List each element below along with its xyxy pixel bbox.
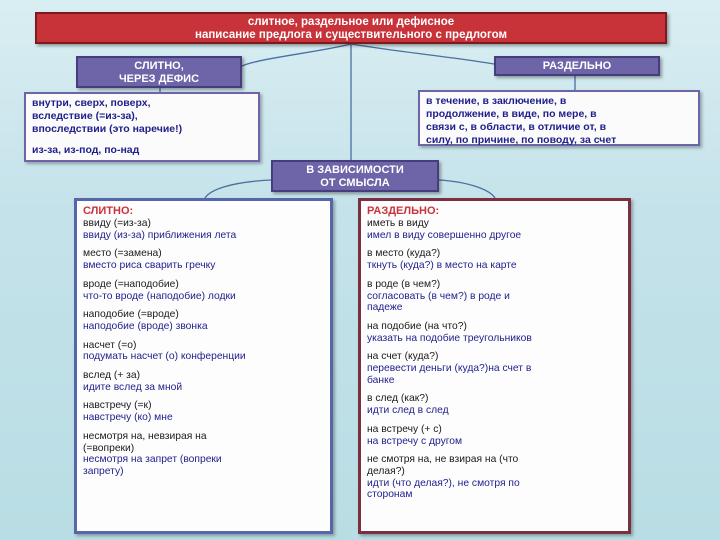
separate-example: в течение, в заключение, в: [426, 95, 567, 107]
example-text: согласовать (в чем?) в роде и: [367, 290, 510, 302]
example-text: вместо риса сварить гречку: [83, 260, 216, 272]
category-meaning-line-2: ОТ СМЫСЛА: [320, 177, 390, 189]
example-text: имел в виду совершенно другое: [367, 229, 522, 241]
rule-group: [83, 340, 324, 363]
rule-text: наподобие (=вроде): [83, 309, 179, 321]
title-banner: [35, 12, 667, 44]
right-column-heading: РАЗДЕЛЬНО:: [367, 205, 440, 217]
rule-text: (=вопреки): [83, 442, 135, 454]
example-text: указать на подобие треугольников: [367, 332, 532, 344]
rule-text: в след (как?): [367, 393, 429, 405]
rule-group: [83, 309, 324, 332]
rule-group: [83, 370, 324, 393]
connector-title-to-hyphen: [242, 44, 351, 66]
rule-text: несмотря на, невзирая на: [83, 430, 207, 442]
example-text: идите вслед за мной: [83, 381, 183, 393]
left-column-heading: СЛИТНО:: [83, 205, 134, 217]
connector-title-to-separate: [351, 44, 494, 64]
example-text: подумать насчет (о) конференции: [83, 351, 246, 363]
rule-text: в место (куда?): [367, 248, 441, 260]
rule-text: насчет (=о): [83, 339, 137, 351]
left-column: [74, 198, 333, 534]
rule-group: [83, 431, 324, 478]
rule-text: на счет (куда?): [367, 351, 439, 363]
hyphen-example: вследствие (=из-за),: [32, 110, 138, 122]
rule-group: [83, 400, 324, 423]
spacer: [32, 136, 252, 144]
rule-group: [367, 454, 622, 501]
rule-text: вроде (=наподобие): [83, 278, 179, 290]
rule-group: [367, 351, 622, 386]
rule-group: [367, 321, 622, 344]
example-text: банке: [367, 374, 395, 386]
rule-text: в роде (в чем?): [367, 278, 441, 290]
rule-group: [83, 248, 324, 271]
connector-meaning-to-right: [439, 180, 495, 198]
category-separate-label: РАЗДЕЛЬНО: [542, 60, 612, 72]
rule-text: место (=замена): [83, 248, 162, 260]
separate-example: связи с, в области, в отличие от, в: [426, 121, 607, 133]
hyphen-example: внутри, сверх, поверх,: [32, 97, 151, 109]
rule-group: [367, 218, 622, 241]
hyphen-example: из-за, из-под, по-над: [32, 144, 140, 156]
example-text: что-то вроде (наподобие) лодки: [83, 290, 236, 302]
example-text: на встречу с другом: [367, 435, 463, 447]
rule-text: делая?): [367, 465, 405, 477]
rule-text: навстречу (=к): [83, 400, 152, 412]
rule-group: [367, 393, 622, 416]
rule-group: [83, 279, 324, 302]
example-text: навстречу (ко) мне: [83, 412, 173, 424]
separate-examples-box: [418, 90, 700, 146]
title-line-2: написание предлога и существительного с предлогом: [195, 29, 507, 41]
rule-text: ввиду (=из-за): [83, 218, 151, 229]
rule-group: [367, 248, 622, 271]
example-text: ввиду (из-за) приближения лета: [83, 229, 237, 241]
rule-text: не смотря на, не взирая на (что: [367, 454, 519, 466]
category-meaning: [271, 160, 439, 192]
rule-text: на встречу (+ с): [367, 423, 442, 435]
separate-example: продолжение, в виде, по мере, в: [426, 108, 597, 120]
category-hyphen-line-2: ЧЕРЕЗ ДЕФИС: [118, 73, 200, 85]
separate-example: силу, по причине, по поводу, за счет: [426, 134, 617, 146]
category-meaning-line-1: В ЗАВИСИМОСТИ: [306, 164, 404, 176]
rule-text: иметь в виду: [367, 218, 429, 229]
rule-text: на подобие (на что?): [367, 320, 467, 332]
hyphen-examples-box: [24, 92, 260, 162]
example-text: наподобие (вроде) звонка: [83, 320, 208, 332]
example-text: перевести деньги (куда?)на счет в: [367, 363, 532, 375]
example-text: ткнуть (куда?) в место на карте: [367, 260, 517, 272]
category-hyphen-line-1: СЛИТНО,: [134, 60, 184, 72]
rule-text: вслед (+ за): [83, 370, 141, 382]
rule-group: [83, 218, 324, 241]
right-column: [358, 198, 631, 534]
example-text: падеже: [367, 302, 403, 314]
category-hyphen: [76, 56, 242, 88]
example-text: несмотря на запрет (вопреки: [83, 454, 222, 466]
example-text: идти след в след: [367, 405, 449, 417]
example-text: запрету): [83, 465, 124, 477]
rule-group: [367, 279, 622, 314]
category-separate: [494, 56, 660, 76]
rule-group: [367, 424, 622, 447]
example-text: сторонам: [367, 489, 413, 501]
example-text: идти (что делая?), не смотря по: [367, 477, 520, 489]
connector-meaning-to-left: [205, 180, 271, 198]
hyphen-example: впоследствии (это наречие!): [32, 123, 183, 135]
title-line-1: слитное, раздельное или дефисное: [247, 16, 455, 28]
